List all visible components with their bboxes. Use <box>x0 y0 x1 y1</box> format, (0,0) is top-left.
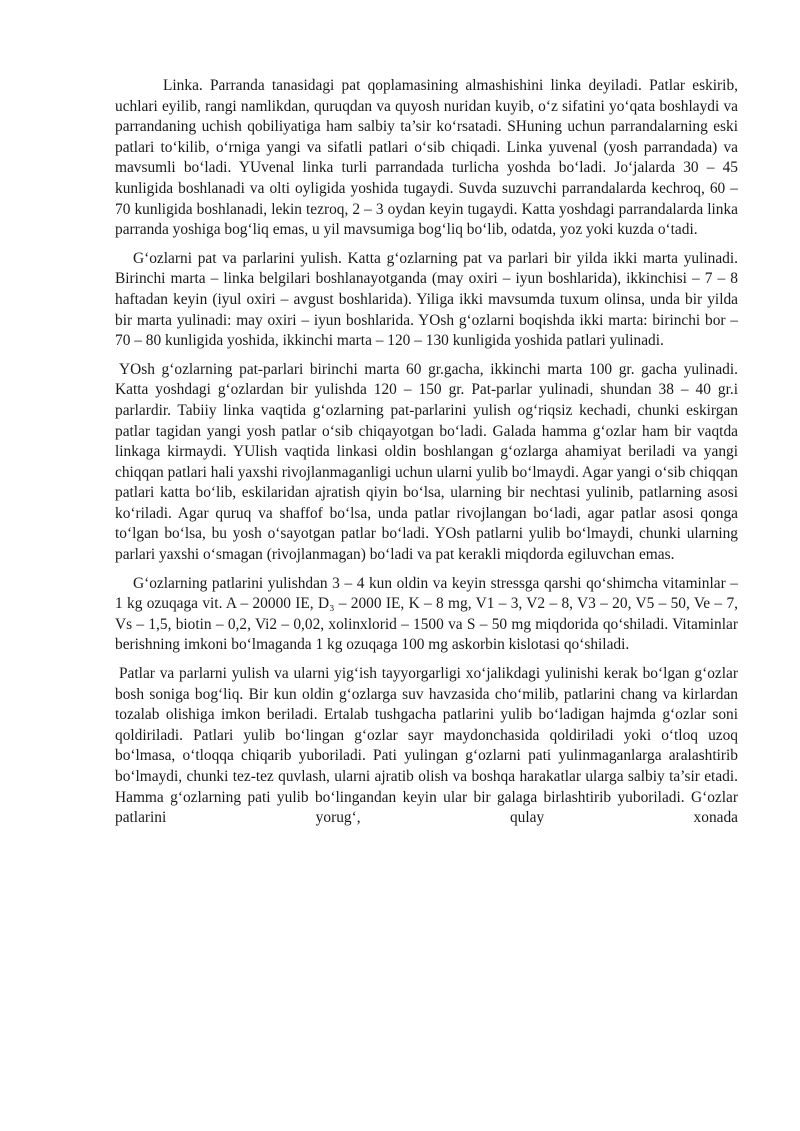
paragraph-vitamins: G‘ozlarning patlarini yulishdan 3 – 4 kun oldin va keyin stressga qarshi qo‘shimcha vitaminlar – 1 kg ozuqaga vit. A – 20000 IE, D₃ – 2000 IE, K – 8 mg, V1 – 3, V2 – 8, V3 – 20, V5 – 50, Ve – 7, Vs – 1,5, biotin – 0,2, Vi2 – 0,02, xolinxlorid – 1500 va S – 50 mg miqdorida qo‘shiladi. Vitaminlar berishning imkoni bo‘lmaganda 1 kg ozuqaga 100 mg askorbin kislotasi qo‘shiladi. <box>115 574 738 654</box>
document-page <box>115 76 738 837</box>
paragraph-linka: Linka. Parranda tanasidagi pat qoplamasining almashishini linka deyiladi. Patlar eskirib, uchlari eyilib, rangi namlikdan, quruqdan va quyosh nuridan kuyib, o‘z sifatini yo‘qata boshlaydi va parrandaning uchish qobiliyatiga ham salbiy ta’sir ko‘rsatadi. SHuning uchun parrandalarning eski patlari to‘kilib, o‘rniga yangi va sifatli patlari o‘sib chiqadi. Linka yuvenal (yosh parrandada) va mavsumli bo‘ladi. YUvenal linka turli parrandada turlicha yoshda bo‘ladi. Jo‘jalarda 30 – 45 kunligida boshlanadi va olti oyligida yoshida tugaydi. Suvda suzuvchi parrandalarda kechroq, 60 – 70 kunligida boshlanadi, lekin tezroq, 2 – 3 oydan keyin tugaydi. Katta yoshdagi parrandalarda linka parranda yoshiga bog‘liq emas, u yil mavsumiga bog‘liq bo‘lib, odatda, yoz yoki kuzda o‘tadi. <box>115 77 738 239</box>
paragraph-feather-yield: YOsh g‘ozlarning pat-parlari birinchi marta 60 gr.gacha, ikkinchi marta 100 gr. gacha yulinadi. Katta yoshdagi g‘ozlardan bir yulishda 120 – 150 gr. Pat-parlar yulinadi, shundan 38 – 40 gr.i parlardir. Tabiiy linka vaqtida g‘ozlarning pat-parlarini yulish og‘riqsiz kechadi, chunki eskirgan patlar tagidan yangi yosh patlar o‘sib chiqayotgan bo‘ladi. Galada hamma g‘ozlar ham bir vaqtda linkaga kirmaydi. YUlish vaqtida linkasi oldin boshlangan g‘ozlarga ahamiyat beriladi va yangi chiqqan patlari hali yaxshi rivojlanmaganligi uchun ularni yulib bo‘lmaydi. Agar yangi o‘sib chiqqan patlari katta bo‘lib, eskilaridan ajratish qiyin bo‘lsa, ularning bir nechtasi yulinib, patlarning asosi ko‘riladi. Agar quruq va shaffof bo‘lsa, unda patlar rivojlangan bo‘ladi, agar patlar asosi qonga to‘lgan bo‘lsa, bu yosh o‘sayotgan patlar bo‘ladi. YOsh patlarni yulib bo‘lmaydi, chunki ularning parlari yaxshi o‘smagan (rivojlanmagan) bo‘ladi va pat kerakli miqdorda egiluvchan emas. <box>115 360 738 564</box>
paragraph-preparation: Patlar va parlarni yulish va ularni yig‘ish tayyorgarligi xo‘jalikdagi yulinishi kerak bo‘lgan g‘ozlar bosh soniga bog‘liq. Bir kun oldin g‘ozlarga suv havzasida cho‘milib, patlarini chang va kirlardan tozalab olishiga imkon beriladi. Ertalab tushgacha patlarini yulib bo‘ladigan hajmda g‘ozlar soni qoldiriladi. Patlari yulib bo‘lingan g‘ozlar sayr maydonchasida qoldiriladi yoki o‘tloq uzoq bo‘lmasa, o‘tloqqa chiqarib yuboriladi. Pati yulingan g‘ozlarni pati yulinmaganlarga aralashtirib bo‘lmaydi, chunki tez-tez quvlash, ularni ajratib olish va boshqa harakatlar ularga salbiy ta’sir etadi. Hamma g‘ozlarning pati yulib bo‘lingandan keyin ular bir galaga birlashtirib yuboriladi. G‘ozlar patlarini yorug‘, qulay xonada <box>115 665 738 827</box>
paragraph-plucking-schedule: G‘ozlarni pat va parlarini yulish. Katta g‘ozlarning pat va parlari bir yilda ikki marta yulinadi. Birinchi marta – linka belgilari boshlanayotganda (may oxiri – iyun boshlarida), ikkinchisi – 7 – 8 haftadan keyin (iyul oxiri – avgust boshlarida). Yiliga ikki mavsumda tuxum olinsa, unda bir yilda bir marta yulinadi: may oxiri – iyun boshlarida. YOsh g‘ozlarni boqishda ikki marta: birinchi bor – 70 – 80 kunligida yoshida, ikkinchi marta – 120 – 130 kunligida yoshida patlari yulinadi. <box>115 249 738 350</box>
